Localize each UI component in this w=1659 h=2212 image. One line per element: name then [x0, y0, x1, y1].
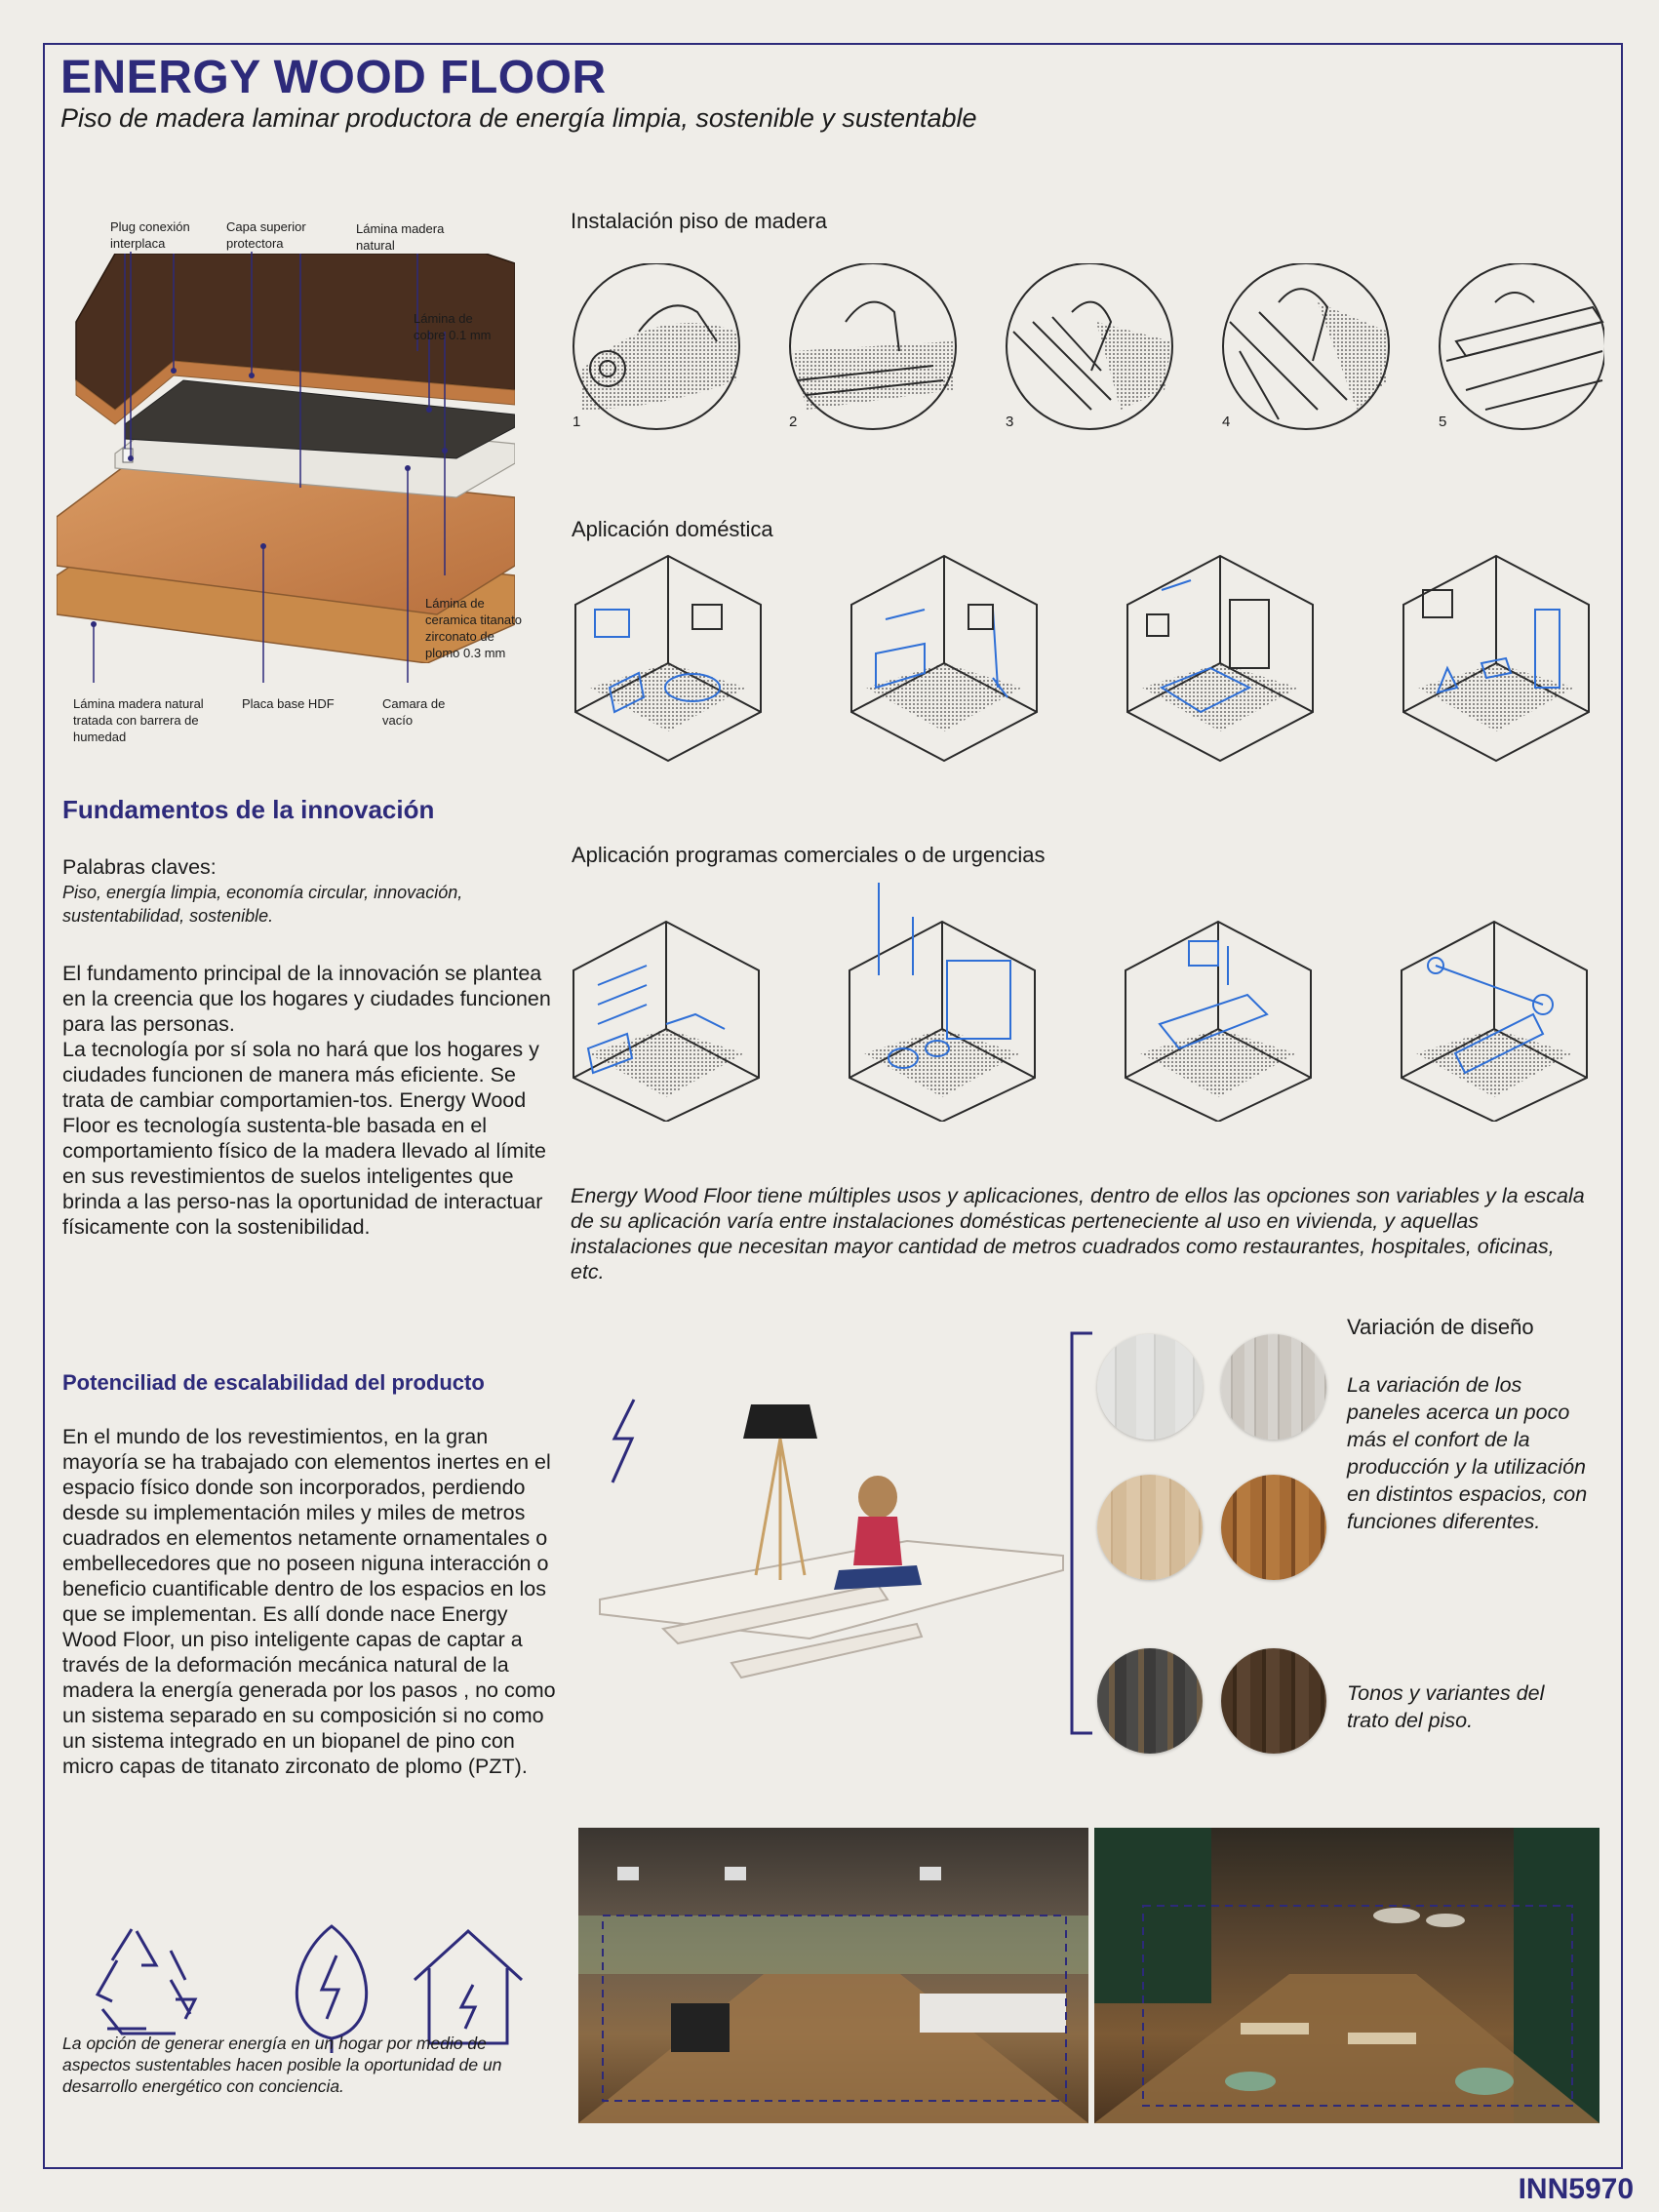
step-2-illustration	[790, 263, 956, 429]
label-chamber: Camara de vacío	[382, 696, 446, 728]
fundamentos-title: Fundamentos de la innovación	[62, 795, 435, 824]
swatch-white-oak	[1097, 1334, 1203, 1440]
project-code: INN5970	[1518, 2173, 1634, 2205]
room-hospital-illustration	[1126, 922, 1311, 1122]
label-hdf: Placa base HDF	[242, 696, 335, 711]
installation-steps	[571, 263, 1604, 439]
recycle-icon	[98, 1929, 195, 2034]
room-bedroom-illustration	[1127, 556, 1313, 761]
escalabilidad-title: Potenciliad de escalabilidad del producto	[62, 1370, 485, 1395]
step-number-5: 5	[1439, 414, 1447, 430]
domestic-title: Aplicación doméstica	[572, 517, 773, 541]
room-living-illustration	[575, 556, 761, 761]
step-number-1: 1	[573, 414, 581, 430]
home-energy-icon	[415, 1931, 522, 2043]
fundamentos-body: El fundamento principal de la innovación se plantea en la creencia que los hogares y ciudades funcionen para las personas. La tecnología por sí sola no hará que los hogares y ciudades funcionen de manera más eficiente. Se trata de cambiar comportamien-tos. Energy Wood Floor es tecnología sustenta-ble basada en el comportamiento físico de la madera llevado al límite en sus revestimientos de suelos inteligentes que brinda a las perso-nas la oportunidad de interactuar físicamente con la sostenibilidad.	[62, 962, 551, 1239]
office-render	[578, 1828, 1088, 2123]
room-restaurant-illustration	[849, 883, 1035, 1122]
escalabilidad-body: En el mundo de los revestimientos, en la gran mayoría se ha trabajado con elementos inertes en el espacio físico donde son incorporados, perdiendo desde su implementación miles y miles de metros cuadrados en elementos netamente ornamentales o embellecedores que no poseen niguna interacción o beneficio cuantificable dentro de los espacios en los que se implementan. Es allí donde nace Energy Wood Floor, un piso inteligente capas de captar a través de la deformación mecánica natural de la madera la energía generada por los pasos , no como un sistema separado en su composición si no como un sistema integrado en un biopanel de pino con micro capas de titanato zirconato de plomo (PZT).	[62, 1425, 556, 1778]
swatch-light-pine	[1097, 1475, 1203, 1580]
domestic-rooms	[571, 551, 1604, 775]
step-4-illustration	[1223, 263, 1389, 429]
installation-title: Instalación piso de madera	[571, 209, 827, 233]
page-title: ENERGY WOOD FLOOR	[60, 52, 607, 103]
uses-description: Energy Wood Floor tiene múltiples usos y aplicaciones, dentro de ellos las opciones son variables y la escala de su aplicación varía entre instalaciones domésticas perteneciente al uso en vivienda, y aquellas instalaciones que necesitan mayor cantidad de metros cuadrados como restaurantes, hospitales, oficinas, etc.	[571, 1184, 1585, 1284]
room-kitchen-illustration	[851, 556, 1037, 761]
design-text-1: La variación de los paneles acerca un poco más el confort de la producción y la utilización en distintos espacios, con funciones diferentes.	[1347, 1373, 1588, 1533]
swatch-grey-oak	[1221, 1334, 1326, 1440]
label-top-layer: Capa superior protectora	[226, 219, 306, 251]
room-office-illustration	[573, 922, 759, 1122]
icons-caption: La opción de generar energía en un hogar por medio de aspectos sustentables hacen posible la oportunidad de un desarrollo energético con conciencia.	[62, 2034, 502, 2096]
page-subtitle: Piso de madera laminar productora de energía limpia, sostenible y sustentable	[60, 103, 977, 133]
label-veneer: Lámina madera natural	[356, 221, 445, 253]
label-copper: Lámina de cobre 0.1 mm	[414, 311, 492, 342]
step-1-illustration	[573, 263, 739, 429]
energy-bolt-icon	[612, 1400, 634, 1482]
commercial-rooms	[569, 878, 1602, 1122]
keywords-label: Palabras claves:	[62, 855, 217, 879]
keywords-list: Piso, energía limpia, economía circular, innovación, sustentabilidad, sostenible.	[62, 883, 463, 926]
step-number-2: 2	[789, 414, 798, 430]
label-plug: Plug conexión interplaca	[110, 219, 190, 251]
commercial-title: Aplicación programas comerciales o de urgencias	[572, 843, 1046, 867]
design-bracket	[1068, 1331, 1097, 1736]
floor-render-illustration	[585, 1385, 1073, 1707]
design-title: Variación de diseño	[1347, 1315, 1534, 1339]
step-number-3: 3	[1006, 414, 1014, 430]
design-text-2: Tonos y variantes del trato del piso.	[1347, 1681, 1545, 1732]
room-bathroom-illustration	[1403, 556, 1589, 761]
step-3-illustration	[1007, 263, 1172, 429]
room-gym-illustration	[1402, 922, 1587, 1122]
step-5-illustration	[1440, 263, 1604, 429]
label-ceramic: Lámina de ceramica titanato zirconato de plomo 0.3 mm	[425, 596, 522, 660]
restaurant-render	[1094, 1828, 1600, 2123]
swatch-walnut	[1221, 1475, 1326, 1580]
swatch-dark-grey	[1097, 1648, 1203, 1754]
label-bottom-veneer: Lámina madera natural tratada con barrera de humedad	[73, 696, 204, 744]
step-number-4: 4	[1222, 414, 1231, 430]
swatch-dark-brown	[1221, 1648, 1326, 1754]
